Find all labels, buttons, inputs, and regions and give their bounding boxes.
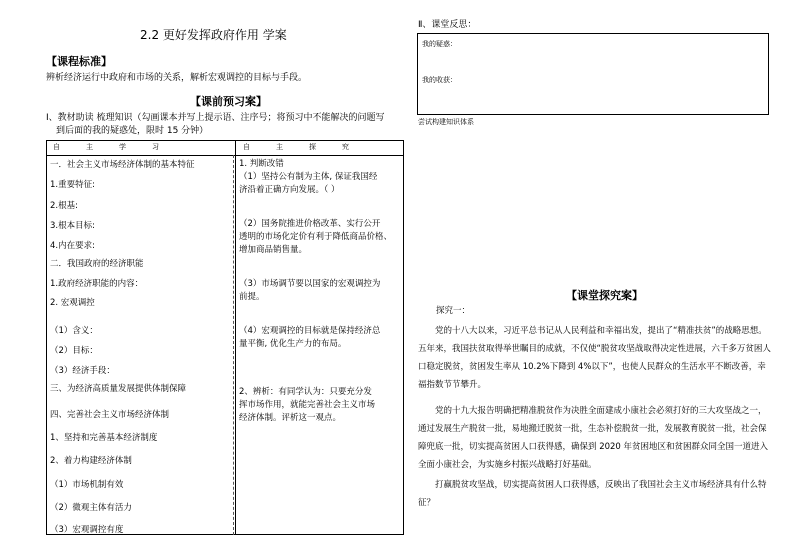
item-4-2a: （1）市场机制有效: [50, 480, 124, 490]
item-1-2: 2.根基:: [50, 201, 78, 211]
section-4: 四、完善社会主义市场经济体制: [50, 410, 170, 420]
preview-heading: 【课前预习案】: [190, 95, 267, 108]
table-header-left: 自主学习: [53, 143, 185, 151]
table-divider: [235, 141, 236, 534]
analysis-line2: 挥市场作用，就能完善社会主义市场: [239, 400, 376, 410]
item-1-4: 4.内在要求:: [50, 241, 95, 251]
judge-3-line1: （3）市场调节要以国家的宏观调控为: [239, 279, 381, 289]
item-4-1: 1、坚持和完善基本经济制度: [50, 433, 158, 443]
item-2-2: 2. 宏观调控: [50, 298, 95, 308]
item-2-1: 1.政府经济职能的内容：: [50, 279, 144, 289]
reflection-heading: Ⅱ、课堂反思：: [418, 20, 477, 30]
item-2-2c: （3）经济手段：: [50, 366, 115, 376]
section-1: 一．社会主义市场经济体制的基本特征: [50, 160, 195, 170]
page-title: 2.2 更好发挥政府作用 学案: [140, 28, 287, 42]
judge-2-line2: 透明的市场化定价有利于降低商品价格、: [239, 232, 393, 242]
instruction-line1: Ⅰ、教材助读 梳理知识（勾画课本并写上提示语、注序号；将预习中不能解决的问题写: [46, 113, 385, 123]
judge-3-line2: 前提。: [239, 292, 265, 302]
explore-paragraph-3: 打赢脱贫攻坚战，切实提高贫困人口获得感，反映出了我国社会主义市场经济具有什么特征？: [418, 480, 767, 508]
item-4-2c: （3）宏观调控有度: [50, 525, 124, 535]
judge-2-line1: （2）国务院推进价格改革、实行公开: [239, 219, 381, 229]
judge-4-line2: 量平衡, 优化生产力的布局。: [239, 339, 347, 349]
judge-1-line1: （1）坚持公有制为主体, 保证我国经: [239, 172, 378, 182]
analysis-line1: 2、辨析：有同学认为：只要充分发: [239, 387, 372, 397]
table-dashed-divider: [233, 155, 234, 535]
framework-label: 尝试构建知识体系: [418, 118, 474, 126]
explore-title: 探究一：: [436, 306, 471, 316]
instruction-line2: 到后面的我的疑惑处，限时 15 分钟）: [56, 126, 209, 136]
item-4-2: 2、着力构建经济体制: [50, 456, 132, 466]
reflection-box: [417, 33, 769, 115]
section-3: 三、为经济高质量发展提供体制保障: [50, 384, 187, 394]
judge-2-line3: 增加商品销售量。: [239, 245, 308, 255]
explore-heading: 【课堂探究案】: [566, 289, 643, 302]
section-2: 二．我国政府的经济职能: [50, 259, 144, 269]
study-table: [46, 140, 404, 535]
item-1-3: 3.根本目标:: [50, 221, 95, 231]
analysis-line3: 经济体制。评析这一观点。: [239, 413, 342, 423]
explore-paragraph-2: 党的十九大报告明确把精准脱贫作为决胜全面建成小康社会必须打好的三大攻坚战之一，通过发展生产脱贫一批，易地搬迁脱贫一批，生态补偿脱贫一批，发展教育脱贫一批，社会保障兜底一批，切实提高贫困人口获得感，确保到 2020 年贫困地区和贫困群众同全国一道进入全面小康社会，为实施乡村振兴战略打好基础。: [418, 406, 769, 470]
judge-4-line1: （4）宏观调控的目标就是保持经济总: [239, 326, 381, 336]
standard-text: 辨析经济运行中政府和市场的关系，解析宏观调控的目标与手段。: [46, 73, 308, 83]
item-4-2b: （2）微观主体有活力: [50, 503, 132, 513]
doubt-label: 我的疑惑：: [422, 40, 457, 48]
standard-heading: 【课程标准】: [46, 55, 112, 68]
judge-heading: 1. 判断改错: [239, 159, 284, 169]
explore-paragraph-1: 党的十八大以来，习近平总书记从人民利益和幸福出发，提出了“精准扶贫”的战略思想。五年来，我国扶贫取得举世瞩目的成就，不仅使“脱贫攻坚战取得决定性进展，六千多万贫困人口稳定脱贫，贫困发生率从 10.2%下降到 4%以下”，也使人民群众的生活水平不断改善，幸福指数节节攀升。: [418, 326, 771, 390]
gain-label: 我的收获：: [422, 76, 457, 84]
table-header-row: [47, 141, 403, 156]
item-2-2b: （2）目标：: [50, 346, 98, 356]
judge-1-line2: 济沿着正确方向发展。（ ）: [239, 185, 340, 195]
table-header-right: 自主探究: [243, 143, 375, 151]
item-1-1: 1.重要特征:: [50, 180, 95, 190]
item-2-2a: （1）含义：: [50, 326, 98, 336]
